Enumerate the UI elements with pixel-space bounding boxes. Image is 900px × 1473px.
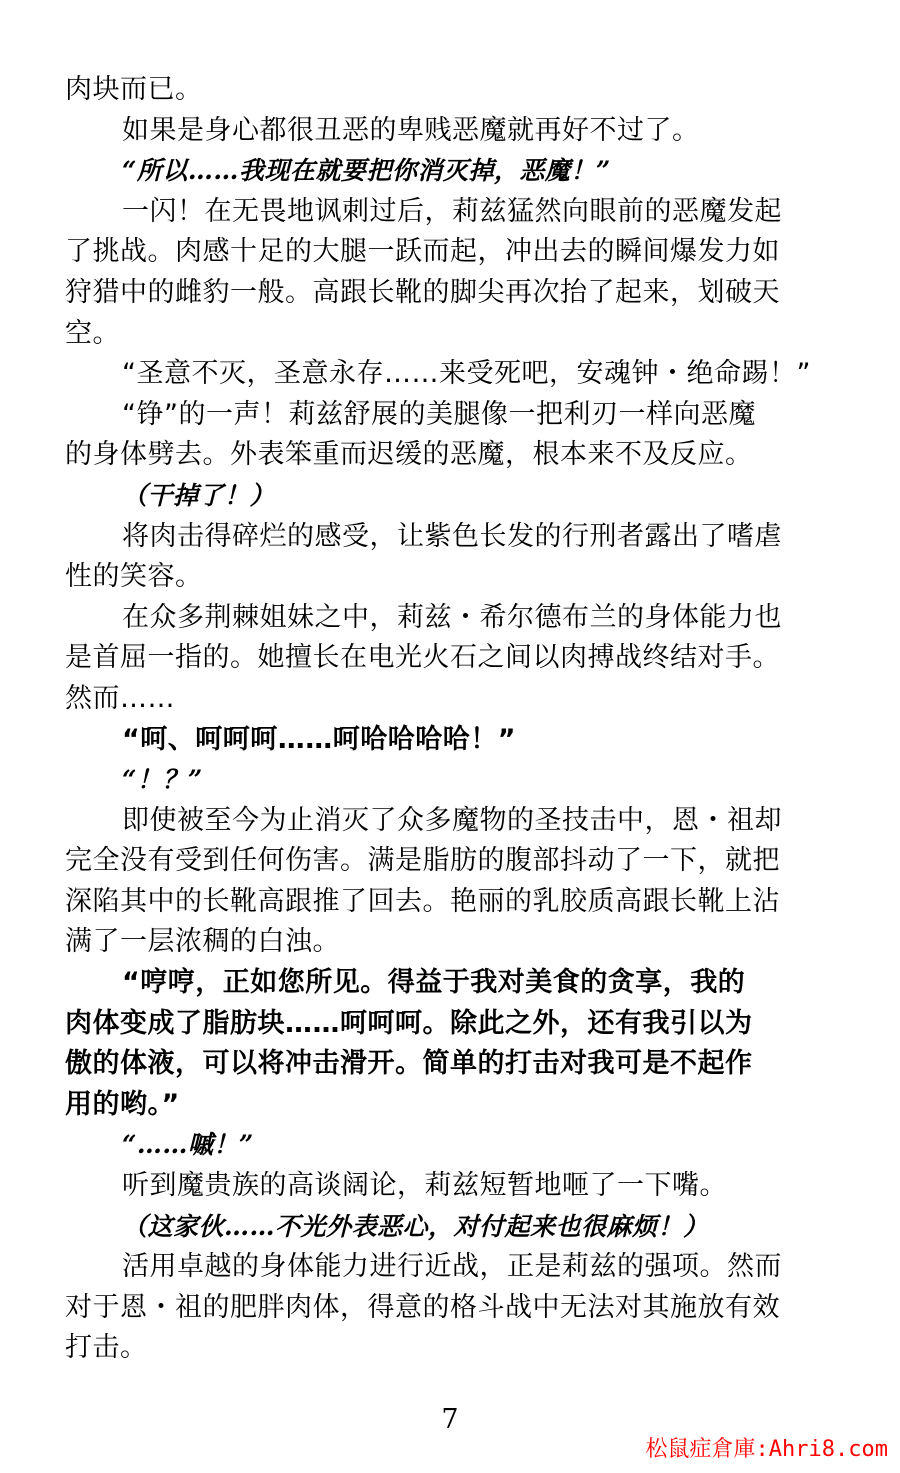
text-line: （这家伙……不光外表恶心，对付起来也很麻烦！） bbox=[122, 1211, 709, 1241]
text-line: 然而…… bbox=[65, 682, 175, 714]
text-line: “……嘁！” bbox=[122, 1130, 254, 1160]
text-line: （干掉了！） bbox=[122, 480, 276, 510]
text-line: 的身体劈去。外表笨重而迟缓的恶魔，根本来不及反应。 bbox=[65, 439, 753, 471]
text-line: 满了一层浓稠的白浊。 bbox=[65, 926, 340, 958]
text-line: 空。 bbox=[65, 317, 120, 349]
text-line: 是首屈一指的。她擅长在电光火石之间以肉搏战终结对手。 bbox=[65, 642, 780, 674]
text-line: 听到魔贵族的高谈阔论，莉兹短暂地咂了一下嘴。 bbox=[122, 1170, 727, 1202]
text-line: 对于恩・祖的肥胖肉体，得意的格斗战中无法对其施放有效 bbox=[65, 1291, 780, 1323]
body-text bbox=[65, 70, 855, 1369]
watermark: 松鼠症倉庫:Ahri8.com bbox=[645, 1437, 888, 1462]
text-line: “！？” bbox=[122, 765, 203, 795]
text-line: 狩猎中的雌豹一般。高跟长靴的脚尖再次抬了起来，划破天 bbox=[65, 276, 780, 308]
text-line: 傲的体液，可以将冲击滑开。简单的打击对我可是不起作 bbox=[65, 1048, 753, 1080]
text-line: “呵、呵呵呵……呵哈哈哈哈！” bbox=[122, 723, 516, 755]
text-line: 深陷其中的长靴高跟推了回去。艳丽的乳胶质高跟长靴上沾 bbox=[65, 885, 780, 917]
text-line: 一闪！在无畏地讽刺过后，莉兹猛然向眼前的恶魔发起 bbox=[122, 195, 782, 227]
text-line: 肉体变成了脂肪块……呵呵呵。除此之外，还有我引以为 bbox=[65, 1007, 753, 1039]
text-line: 如果是身心都很丑恶的卑贱恶魔就再好不过了。 bbox=[122, 114, 700, 146]
text-line: 在众多荆棘姐妹之中，莉兹・希尔德布兰的身体能力也 bbox=[122, 601, 782, 633]
text-line: 将肉击得碎烂的感受，让紫色长发的行刑者露出了嗜虐 bbox=[122, 520, 782, 552]
text-line: “所以……我现在就要把你消灭掉，恶魔！” bbox=[122, 156, 611, 186]
text-line: “圣意不灭，圣意永存……来受死吧，安魂钟・绝命踢！” bbox=[122, 358, 811, 390]
text-line: 即使被至今为止消灭了众多魔物的圣技击中，恩・祖却 bbox=[122, 804, 782, 836]
text-line: “哼哼，正如您所见。得益于我对美食的贪享，我的 bbox=[122, 967, 746, 999]
text-line: 活用卓越的身体能力进行近战，正是莉兹的强项。然而 bbox=[122, 1251, 782, 1283]
text-line: 性的笑容。 bbox=[65, 561, 203, 593]
text-line: 打击。 bbox=[65, 1332, 148, 1364]
page-number: 7 bbox=[441, 1404, 459, 1435]
text-line: 用的哟。” bbox=[65, 1088, 180, 1120]
text-line: 完全没有受到任何伤害。满是脂肪的腹部抖动了一下，就把 bbox=[65, 845, 780, 877]
text-line: “铮”的一声！莉兹舒展的美腿像一把利刃一样向恶魔 bbox=[122, 398, 756, 430]
text-line: 了挑战。肉感十足的大腿一跃而起，冲出去的瞬间爆发力如 bbox=[65, 236, 780, 268]
text-line: 肉块而已。 bbox=[65, 74, 203, 105]
